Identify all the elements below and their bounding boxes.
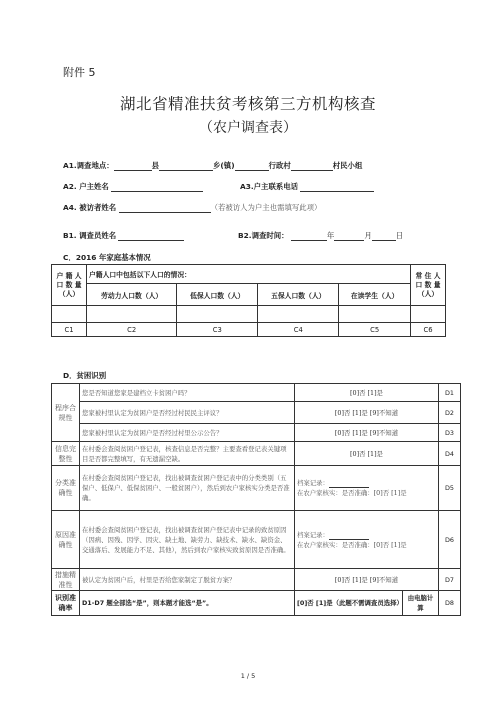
surveyor-name-field[interactable] bbox=[118, 232, 184, 241]
page-title: 湖北省精准扶贫考核第三方机构核查 bbox=[119, 95, 376, 113]
month-label: 月 bbox=[364, 231, 372, 240]
code-d3: D3 bbox=[439, 424, 461, 442]
labor-header: 劳动力人口数（人） bbox=[87, 284, 177, 306]
options-d4[interactable]: [0]否 [1]是 bbox=[295, 442, 439, 466]
code-c1: C1 bbox=[52, 323, 87, 337]
a4-label: A4. 被访者姓名 bbox=[63, 203, 117, 212]
code-c3: C3 bbox=[177, 323, 258, 337]
county-label: 县 bbox=[151, 161, 160, 170]
a4-line bbox=[63, 202, 321, 213]
code-d7: D7 bbox=[439, 569, 461, 591]
archive-record-label-d6: 档案记录： bbox=[297, 530, 329, 539]
head-phone-field[interactable] bbox=[300, 183, 374, 192]
head-name-field[interactable] bbox=[111, 183, 203, 192]
question-d4: 在村委会查阅贫困户登记表，核查信息是否完整？主要查看登记表关键项目是否都完整填写，有无遗漏空缺。 bbox=[80, 442, 295, 466]
month-field[interactable] bbox=[334, 232, 364, 241]
question-d8: D1-D7 题全部选“是”，则本题才能选“是”。 bbox=[80, 591, 295, 616]
category-classification: 分类准确性 bbox=[52, 466, 80, 511]
a1-line bbox=[63, 160, 362, 171]
day-label: 日 bbox=[395, 231, 404, 240]
category-accuracy: 识别准确率 bbox=[52, 591, 80, 616]
group-label: 村民小组 bbox=[332, 161, 363, 170]
year-label: 年 bbox=[326, 231, 335, 240]
group-field[interactable] bbox=[291, 162, 333, 171]
question-d1: 您是否知道您家是建档立卡贫困户吗？ bbox=[80, 384, 295, 402]
town-label: 乡(镇) bbox=[213, 161, 235, 170]
page-subtitle: （农户调查表） bbox=[199, 120, 297, 136]
category-measure: 措施精准性 bbox=[52, 569, 80, 591]
computed-note: 由电脑计算 bbox=[403, 591, 439, 616]
section-c-heading: C．2016 年家庭基本情况 bbox=[63, 253, 151, 262]
town-field[interactable] bbox=[159, 162, 213, 171]
options-d8: [0]否 [1]是（此题不需调查员选择） bbox=[295, 591, 403, 616]
options-d3[interactable]: [0]否 [1]是 [9]不知道 bbox=[295, 424, 439, 442]
respondent-name-field[interactable] bbox=[119, 204, 211, 213]
verify-d6: 在农户家核实：是否准确：[0]否 [1]是 bbox=[297, 540, 407, 549]
day-field[interactable] bbox=[372, 232, 396, 241]
code-c5: C5 bbox=[339, 323, 411, 337]
question-d5: 在村委会查阅贫困户登记表，找出被调查贫困户登记表中的分类类别（五保户、低保户、低保贫困户、一般贫困户），然后到农户家核实分类是否准确。 bbox=[80, 466, 295, 511]
b2-line bbox=[238, 230, 403, 241]
group-header: 户籍人口中包括以下人口的情况： bbox=[87, 265, 411, 284]
b1-line bbox=[63, 230, 184, 241]
resident-pop-header: 常 住 人 口 数 量（人） bbox=[411, 265, 446, 306]
code-c6: C6 bbox=[411, 323, 446, 337]
year-field[interactable] bbox=[291, 232, 327, 241]
c3-input[interactable] bbox=[177, 306, 258, 323]
b2-label: B2.调查时间： bbox=[238, 231, 289, 240]
registered-pop-header: 户 籍 人 口 数 量（人） bbox=[52, 265, 87, 306]
verify-d5: 在农户家核实：是否准确：[0]否 [1]是 bbox=[297, 489, 407, 497]
a3-label: A3.户主联系电话 bbox=[240, 182, 299, 191]
village-field[interactable] bbox=[235, 162, 269, 171]
code-d4: D4 bbox=[439, 442, 461, 466]
code-c4: C4 bbox=[258, 323, 339, 337]
b1-label: B1. 调查员姓名 bbox=[63, 231, 117, 240]
category-cause: 原因准确性 bbox=[52, 511, 80, 569]
poverty-identification-table bbox=[51, 383, 461, 616]
c4-input[interactable] bbox=[258, 306, 339, 323]
page-number: 1 / 5 bbox=[240, 672, 256, 680]
options-d1[interactable]: [0]否 [1]是 bbox=[295, 384, 439, 402]
a2-label: A2. 户主姓名 bbox=[63, 182, 109, 191]
county-field[interactable] bbox=[114, 162, 152, 171]
category-procedure: 程序合规性 bbox=[52, 384, 80, 442]
section-d-heading: D．贫困识别 bbox=[63, 371, 107, 380]
a2-line bbox=[63, 181, 203, 192]
options-d7[interactable]: [0]否 [1]是 [9]不知道 bbox=[295, 569, 439, 591]
a1-label: A1.调查地点： bbox=[63, 161, 114, 170]
options-d6[interactable] bbox=[295, 511, 439, 569]
options-d5[interactable] bbox=[295, 466, 439, 511]
a4-hint: （若被访人为户主也需填写此项） bbox=[210, 203, 322, 212]
c2-input[interactable] bbox=[87, 306, 177, 323]
low-income-header: 低保人口数（人） bbox=[177, 284, 258, 306]
code-d6: D6 bbox=[439, 511, 461, 569]
archive-record-field-d5[interactable] bbox=[329, 480, 369, 488]
archive-record-field-d6[interactable] bbox=[329, 532, 369, 540]
archive-record-label: 档案记录： bbox=[297, 479, 329, 487]
five-guarantee-header: 五保人口数（人） bbox=[258, 284, 339, 306]
c6-input[interactable] bbox=[411, 306, 446, 323]
options-d2[interactable]: [0]否 [1]是 [9]不知道 bbox=[295, 402, 439, 424]
question-d6: 在村委会查阅贫困户登记表，找出被调查贫困户登记表中记录的致贫原因（因病、因残、因学、因灾、缺土地、缺劳力、缺技术、缺水、缺资金、交通落后、发展能力不足、其他），然后到农户家核实致贫原因是否准确。 bbox=[80, 511, 295, 569]
category-info: 信息完整性 bbox=[52, 442, 80, 466]
question-d3: 您家被村里认定为贫困户是否经过村里公示公告？ bbox=[80, 424, 295, 442]
c1-input[interactable] bbox=[52, 306, 87, 323]
question-d7: 被认定为贫困户后，村里是否给您家制定了脱贫方案？ bbox=[80, 569, 295, 591]
c5-input[interactable] bbox=[339, 306, 411, 323]
question-d2: 您家被村里认定为贫困户是否经过村民民主评议？ bbox=[80, 402, 295, 424]
village-label: 行政村 bbox=[268, 161, 291, 170]
code-d5: D5 bbox=[439, 466, 461, 511]
household-table bbox=[51, 264, 446, 337]
code-d8: D8 bbox=[439, 591, 461, 616]
code-d2: D2 bbox=[439, 402, 461, 424]
annex-label: 附件 5 bbox=[63, 66, 96, 79]
a3-line bbox=[240, 181, 374, 192]
code-d1: D1 bbox=[439, 384, 461, 402]
students-header: 在读学生（人） bbox=[339, 284, 411, 306]
code-c2: C2 bbox=[87, 323, 177, 337]
